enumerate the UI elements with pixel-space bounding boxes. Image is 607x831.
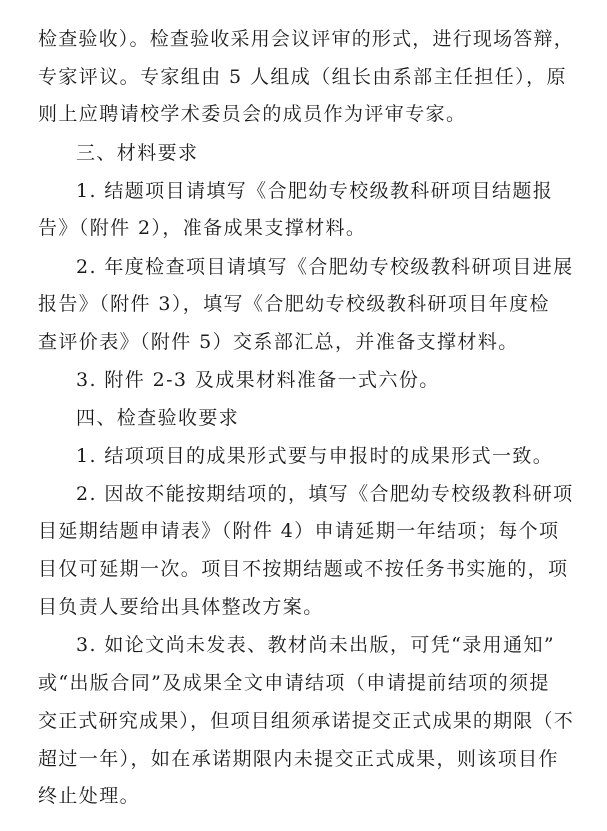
text-line: 目负责人要给出具体整改方案。: [38, 596, 324, 618]
text-line: 2. 因故不能按期结项的，填写《合肥幼专校级教科研项: [76, 483, 574, 505]
text-line: 3. 如论文尚未发表、教材尚未出版，可凭“录用通知”: [76, 634, 555, 656]
text-line: 3. 附件 2-3 及成果材料准备一式六份。: [76, 369, 440, 391]
text-line: 目仅可延期一次。项目不按期结题或不按任务书实施的，项: [38, 558, 569, 580]
text-line: 检查验收）。检查验收采用会议评审的形式，进行现场答辩，: [38, 28, 574, 50]
text-line: 1. 结题项目请填写《合肥幼专校级教科研项目结题报: [76, 180, 554, 202]
section-heading: 四、检查验收要求: [76, 407, 240, 429]
text-line: 告》（附件 2），准备成果支撑材料。: [38, 217, 367, 239]
text-line: 则上应聘请校学术委员会的成员作为评审专家。: [38, 103, 467, 125]
text-line: 专家评议。专家组由 5 人组成（组长由系部主任担任），原: [38, 66, 567, 88]
text-line: 1. 结项项目的成果形式要与申报时的成果形式一致。: [76, 445, 554, 467]
section-heading: 三、材料要求: [76, 142, 199, 164]
text-line: 超过一年），如在承诺期限内未提交正式成果，则该项目作: [38, 748, 559, 770]
text-line: 或“出版合同”及成果全文申请结项（申请提前结项的须提: [38, 672, 550, 694]
text-line: 目延期结题申请表》（附件 4）申请延期一年结项；每个项: [38, 520, 560, 542]
text-line: 2. 年度检查项目请填写《合肥幼专校级教科研项目进展: [76, 256, 574, 278]
text-line: 报告》（附件 3），填写《合肥幼专校级教科研项目年度检: [38, 293, 550, 315]
text-line: 终止处理。: [38, 785, 141, 807]
text-line: 交正式研究成果），但项目组须承诺提交正式成果的期限（不: [38, 710, 574, 732]
text-line: 查评价表》（附件 5）交系部汇总，并准备支撑材料。: [38, 331, 519, 353]
